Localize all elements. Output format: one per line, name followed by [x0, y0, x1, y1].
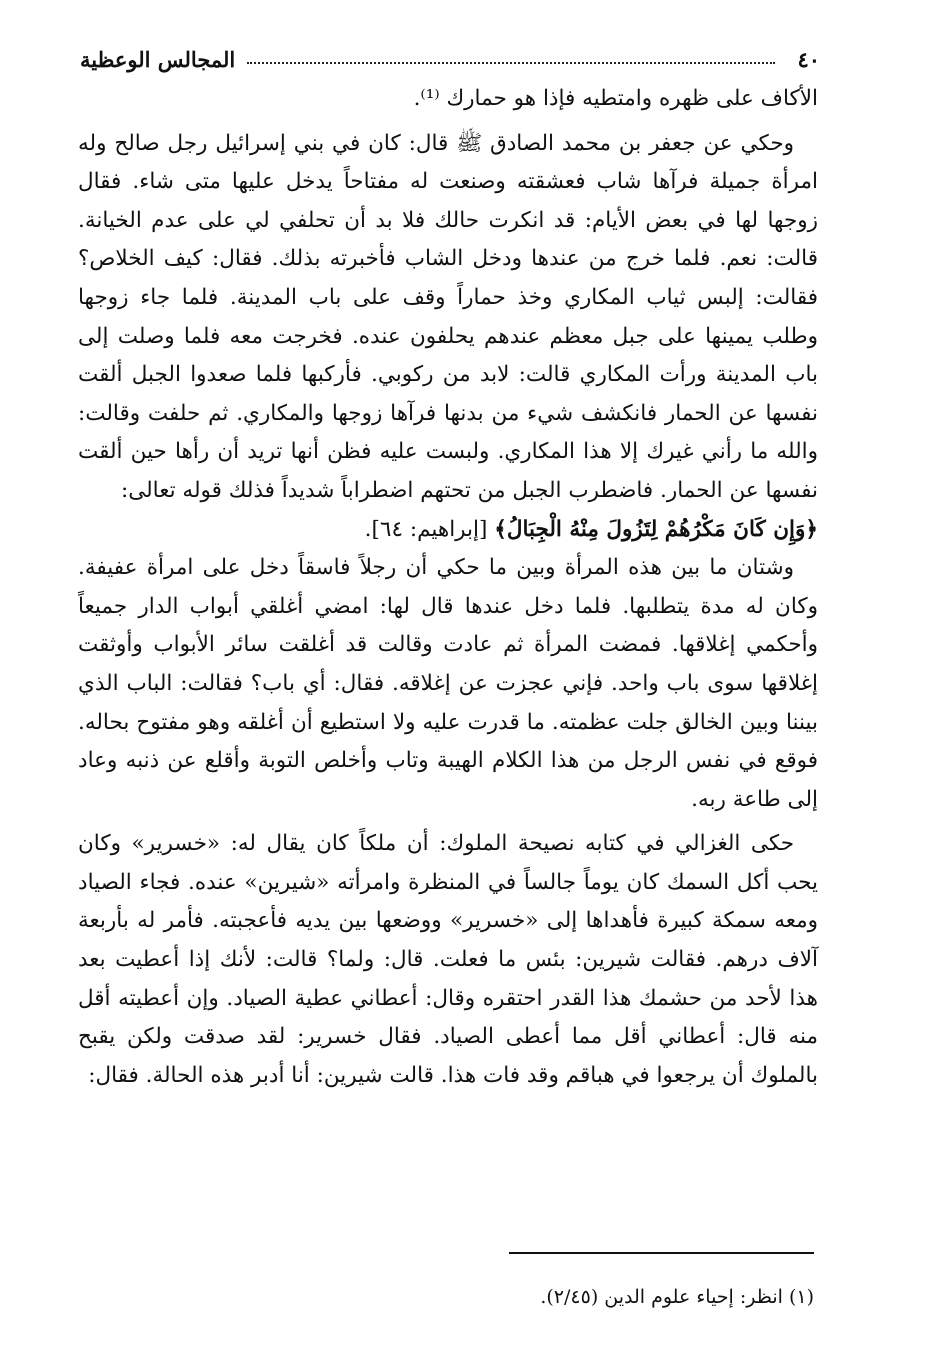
running-title: المجالس الوعظية — [80, 46, 236, 72]
paragraph-4: حكى الغزالي في كتابه نصيحة الملوك: أن ملكاً كان يقال له: «خسرير» وكان يحب أكل السمك كان يوماً جالساً في المنظرة وامرأته «شيرين» عنده. فجاء الصياد ومعه سمكة كبيرة فأهداها إلى «خسرير» ووضعها بين يديه فأعجبته. فأمر له بأربعة آلاف درهم. فقالت شيرين: بئس ما فعلت. قال: ولما؟ قالت: لأنك إذا أعطيت بعد هذا لأحد من حشمك هذا القدر احتقره وقال: أعطاني عطية الصياد. وإن أعطيته أقل منه قال: أعطاني أقل مما أعطى الصياد. فقال خسرير: لقد صدقت ولكن يقبح بالملوك أن يرجعوا في هباقم وقد فات هذا. قالت شيرين: أنا أدبر هذه الحالة. فقال: — [78, 831, 818, 1088]
quran-verse: ﴿وَإِن كَانَ مَكْرُهُمْ لِتَزُولَ مِنْهُ الْجِبَالُ﴾ — [494, 516, 818, 542]
paragraph-2 — [78, 125, 818, 550]
verse-citation: [إبراهيم: ٦٤]. — [364, 516, 488, 542]
page-number: ٤٠ — [797, 46, 820, 72]
paragraph-1: الأكاف على ظهره وامتطيه فإذا هو حمارك ⁽¹⁾. — [413, 86, 818, 111]
main-text — [78, 80, 818, 1095]
dotted-leader — [247, 62, 775, 64]
footnote-separator — [509, 1252, 814, 1254]
footnote: (١) انظر: إحياء علوم الدين (٢/٤٥). — [540, 1286, 814, 1308]
paragraph-3: وشتان ما بين هذه المرأة وبين ما حكي أن رجلاً فاسقاً دخل على امرأة عفيفة. وكان له مدة يتطلبها. فلما دخل عندها قال لها: امضي أغلقي أبواب الدار جميعاً وأحكمي إغلاقها. فمضت المرأة ثم عادت وقالت قد أغلقت سائر الأبواب وأوثقت إغلاقها سوى باب واحد. فإني عجزت عن إغلاقه. فقال: أي باب؟ فقالت: الباب الذي بيننا وبين الخالق جلت عظمته. ما قدرت عليه ولا استطيع أن أغلقه وهو مفتوح بحاله. فوقع في نفس الرجل من هذا الكلام الهيبة وتاب وأخلص التوبة وأقلع عن ذنبه وعاد إلى طاعة ربه. — [78, 555, 818, 812]
paragraph-2-text: وحكي عن جعفر بن محمد الصادق ﷺ قال: كان في بني إسرائيل رجل صالح وله امرأة جميلة فرآها شاب فعشقته وصنعت له مفتاحاً يدخل عليها متى شاء. فقال زوجها لها في بعض الأيام: قد انكرت حالك فلا بد أن تحلفي لي على عدم الخيانة. قالت: نعم. فلما خرج من عندها ودخل الشاب فأخبرته بذلك. فقال: كيف الخلاص؟ فقالت: إلبس ثياب المكاري وخذ حماراً وقف على باب المدينة. فلما جاء زوجها وطلب يمينها على جبل معظم عندهم يحلفون عنده. فخرجت معه فلما وصلت إلى باب المدينة ورأت المكاري قالت: لابد من ركوبي. فأركبها فلما صعدوا الجبل ألقت نفسها عن الحمار فانكشف شيء من بدنها فرآها زوجها والمكاري. ثم حلفت وقالت: والله ما رأني غيرك إلا هذا المكاري. ولبست عليه فظن أنها تريد أن رأها حين ألقت نفسها عن الحمار. فاضطرب الجبل من تحتهم اضطراباً شديداً فذلك قوله تعالى: — [78, 130, 818, 503]
page-header — [80, 42, 820, 76]
